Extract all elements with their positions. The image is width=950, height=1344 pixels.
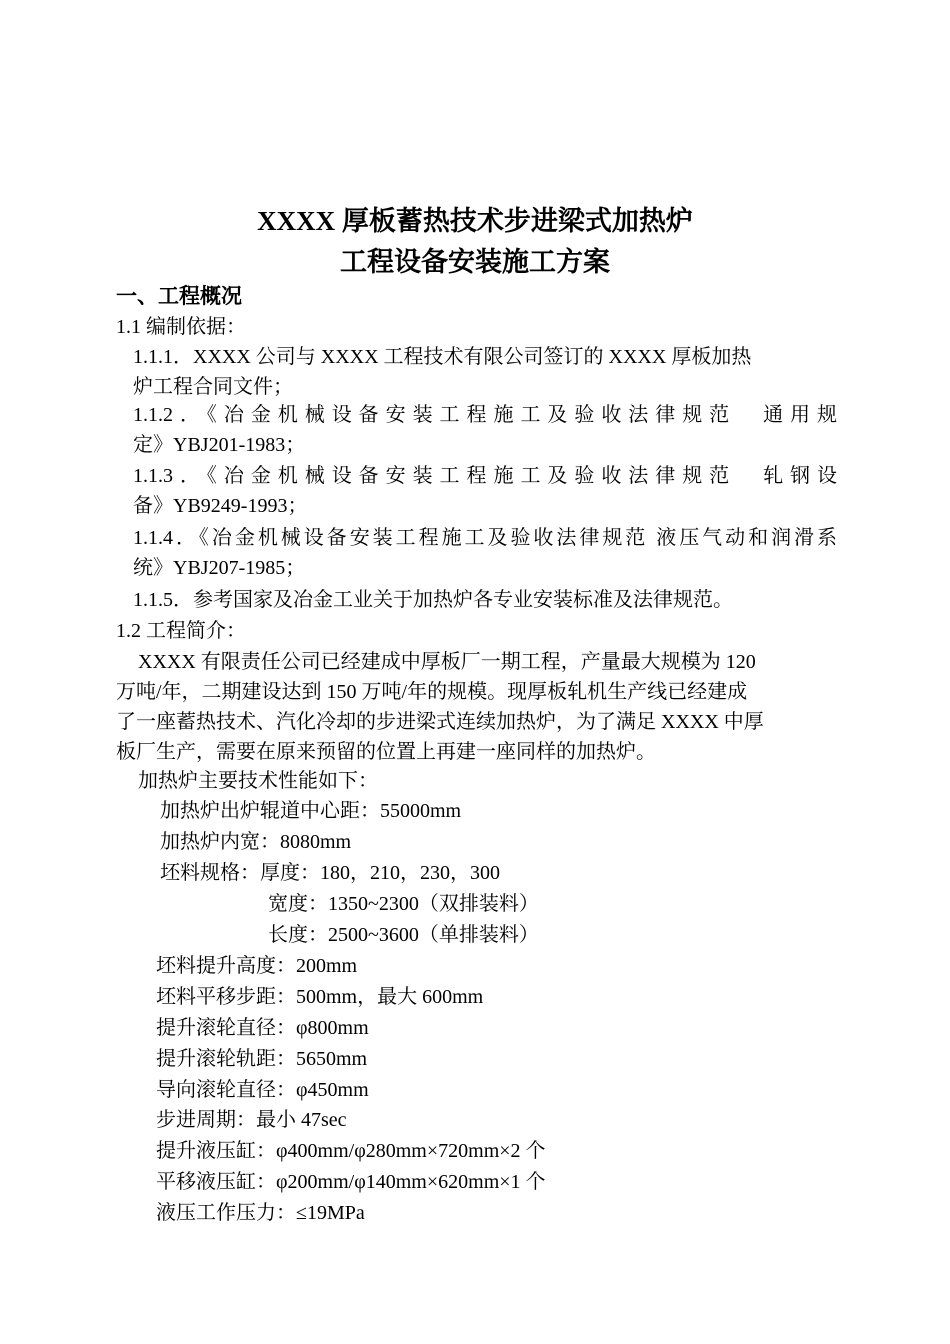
spec-travel-step: 坯料平移步距：500mm，最大 600mm	[156, 986, 484, 1008]
basis-item-3-line-1: 1.1.3．《冶金机械设备安装工程施工及验收法律规范 轧钢设	[133, 465, 837, 487]
document-title-line-1: XXXX 厚板蓄热技术步进梁式加热炉	[257, 206, 693, 236]
spec-hydraulic-pressure: 液压工作压力：≤19MPa	[156, 1202, 365, 1224]
basis-item-3-line-2: 备》YB9249-1993；	[133, 495, 308, 517]
document-title-line-2: 工程设备安装施工方案	[340, 247, 610, 277]
basis-item-5: 1.1.5．参考国家及冶金工业关于加热炉各专业安装标准及法律规范。	[133, 589, 733, 611]
intro-paragraph-line-1: XXXX 有限责任公司已经建成中厚板厂一期工程，产量最大规模为 120	[138, 651, 756, 673]
spec-lift-roller-gauge: 提升滚轮轨距：5650mm	[156, 1048, 368, 1070]
intro-paragraph-line-3: 了一座蓄热技术、汽化冷却的步进梁式连续加热炉，为了满足 XXXX 中厚	[116, 711, 764, 733]
spec-lift-cylinder: 提升液压缸：φ400mm/φ280mm×720mm×2 个	[156, 1140, 546, 1162]
intro-paragraph-line-4: 板厂生产，需要在原来预留的位置上再建一座同样的加热炉。	[116, 741, 656, 763]
subsection-heading-intro: 1.2 工程简介：	[116, 620, 246, 642]
subsection-heading-basis: 1.1 编制依据：	[116, 316, 246, 338]
basis-item-1-line-2: 炉工程合同文件；	[133, 376, 293, 398]
spec-guide-roller-diameter: 导向滚轮直径：φ450mm	[156, 1079, 369, 1101]
specs-intro: 加热炉主要技术性能如下：	[138, 770, 378, 792]
spec-roller-center-distance: 加热炉出炉辊道中心距：55000mm	[160, 800, 462, 822]
section-heading-overview: 一、工程概况	[116, 284, 242, 308]
spec-slab-width: 宽度：1350~2300（双排装料）	[268, 893, 539, 915]
spec-slab-length: 长度：2500~3600（单排装料）	[268, 924, 539, 946]
basis-item-4-line-1: 1.1.4．《冶金机械设备安装工程施工及验收法律规范 液压气动和润滑系	[133, 527, 837, 549]
spec-inner-width: 加热炉内宽：8080mm	[160, 831, 352, 853]
spec-lift-height: 坯料提升高度：200mm	[156, 955, 358, 977]
spec-slab-thickness: 坯料规格：厚度：180，210，230，300	[160, 862, 500, 884]
spec-travel-cylinder: 平移液压缸：φ200mm/φ140mm×620mm×1 个	[156, 1171, 546, 1193]
basis-item-4-line-2: 统》YBJ207-1985；	[133, 557, 306, 579]
basis-item-2-line-2: 定》YBJ201-1983；	[133, 434, 306, 456]
spec-lift-roller-diameter: 提升滚轮直径：φ800mm	[156, 1017, 369, 1039]
basis-item-1-line-1: 1.1.1．XXXX 公司与 XXXX 工程技术有限公司签订的 XXXX 厚板加热	[133, 346, 752, 368]
basis-item-2-line-1: 1.1.2．《冶金机械设备安装工程施工及验收法律规范 通用规	[133, 404, 837, 426]
intro-paragraph-line-2: 万吨/年，二期建设达到 150 万吨/年的规模。现厚板轧机生产线已经建成	[116, 681, 748, 703]
spec-step-cycle: 步进周期：最小 47sec	[156, 1109, 347, 1131]
